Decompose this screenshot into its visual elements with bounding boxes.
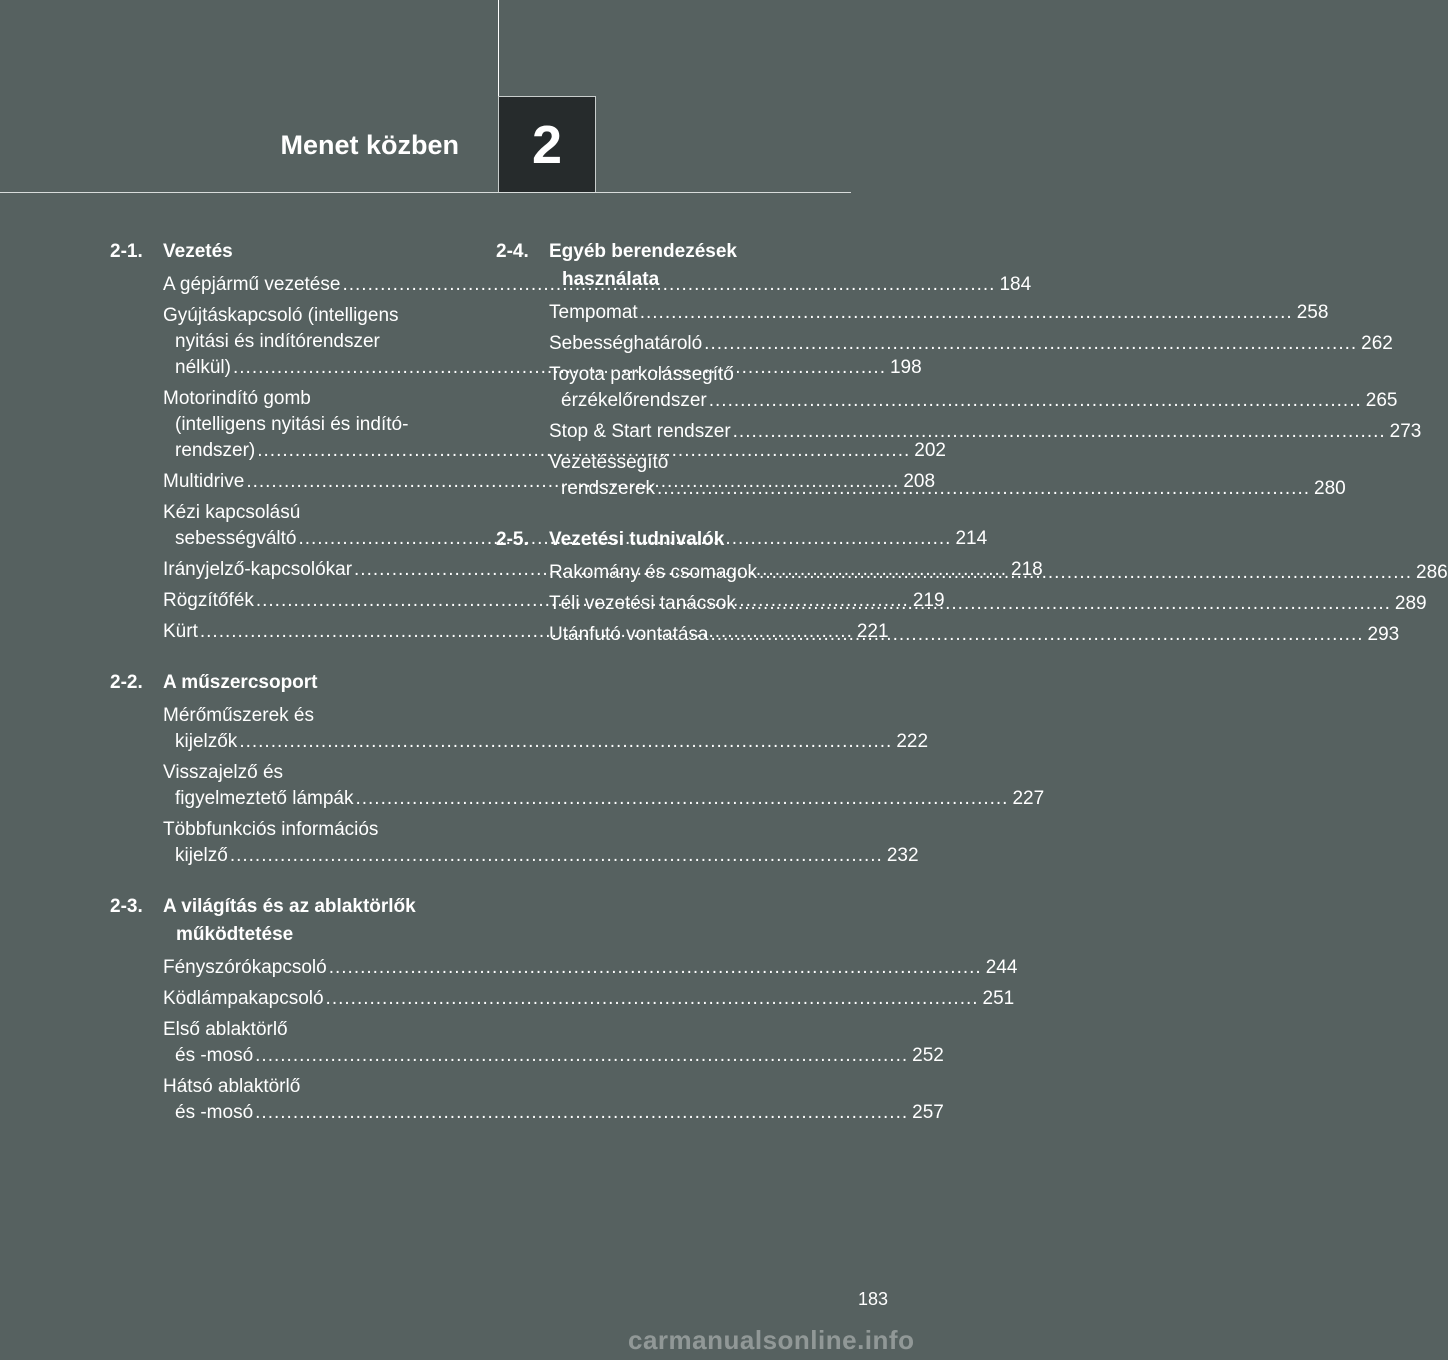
entry-title-line: Első ablaktörlő bbox=[163, 1019, 288, 1040]
entry-title-line: Hátsó ablaktörlő bbox=[163, 1076, 301, 1097]
entry-title-line: Toyota parkolássegítő bbox=[549, 364, 734, 385]
entry-page-number: 280 bbox=[1314, 478, 1346, 499]
toc-entry[interactable] bbox=[163, 986, 1015, 1012]
dot-leader bbox=[709, 390, 1362, 411]
entry-title-line: Vezetéssegítő bbox=[549, 452, 669, 473]
section-title bbox=[549, 526, 847, 554]
dot-leader bbox=[329, 955, 982, 981]
toc-entry[interactable] bbox=[549, 419, 1422, 445]
entry-title-line: Tempomat bbox=[549, 302, 638, 323]
entry-title-line: érzékelőrendszer bbox=[561, 390, 707, 411]
entry-page-number: 257 bbox=[912, 1102, 944, 1123]
entry-title-line: figyelmeztető lámpák bbox=[175, 788, 354, 809]
entry-page-number: 202 bbox=[914, 440, 946, 461]
entry-title-line: Irányjelző-kapcsolókar bbox=[163, 559, 353, 580]
chapter-number: 2 bbox=[531, 114, 563, 175]
section-heading bbox=[496, 526, 847, 554]
dot-leader bbox=[759, 560, 1412, 586]
toc-entry[interactable] bbox=[549, 331, 1393, 357]
entry-title-line: Sebességhatároló bbox=[549, 333, 703, 354]
entry-title-row bbox=[163, 786, 1045, 812]
entry-title-line: Fényszórókapcsoló bbox=[163, 957, 327, 978]
section-title-line: Vezetés bbox=[163, 241, 233, 262]
entry-title-row bbox=[163, 955, 1018, 981]
entry-page-number: 198 bbox=[889, 357, 922, 378]
section-number: 2-5. bbox=[496, 529, 529, 550]
entry-title-row bbox=[163, 1100, 944, 1126]
entry-page-number: 289 bbox=[1394, 593, 1427, 614]
header-divider-vertical bbox=[498, 0, 499, 97]
entry-title-line: kijelzők bbox=[175, 731, 238, 752]
toc-section bbox=[110, 669, 1045, 869]
toc-entry[interactable] bbox=[163, 955, 1018, 981]
entry-title-line: nélkül) bbox=[175, 357, 231, 378]
dot-leader bbox=[255, 1045, 908, 1066]
dot-leader bbox=[738, 591, 1391, 617]
toc-entry[interactable] bbox=[163, 817, 919, 869]
entry-title-line: és -mosó bbox=[175, 1045, 254, 1066]
entry-title-line: Kézi kapcsolású bbox=[163, 502, 301, 523]
entry-page-number: 222 bbox=[896, 731, 929, 752]
entry-title-line: Téli vezetési tanácsok bbox=[549, 593, 736, 614]
section-heading bbox=[496, 238, 847, 294]
entry-page-number: 258 bbox=[1296, 302, 1329, 323]
section-title bbox=[163, 893, 461, 949]
section-title bbox=[549, 238, 847, 294]
section-number: 2-2. bbox=[110, 672, 143, 693]
section-heading bbox=[110, 669, 461, 697]
section-title-line: működtetése bbox=[176, 924, 294, 945]
entry-page-number: 214 bbox=[955, 528, 988, 549]
entry-page-number: 184 bbox=[999, 274, 1032, 295]
entry-title-line: Visszajelző és bbox=[163, 762, 284, 783]
section-title-line: használata bbox=[562, 269, 660, 290]
entry-title-line: Rakomány és csomagok bbox=[549, 562, 758, 583]
entry-page-number: 208 bbox=[903, 471, 936, 492]
entry-title-line: nyitási és indítórendszer bbox=[175, 331, 380, 352]
entry-title-line: Ködlámpakapcsoló bbox=[163, 988, 324, 1009]
entry-title-line: rendszerek bbox=[561, 478, 655, 499]
dot-leader bbox=[733, 419, 1386, 445]
entry-page-number: 262 bbox=[1361, 333, 1393, 354]
entry-page-number: 218 bbox=[1011, 559, 1043, 580]
toc-entry[interactable] bbox=[549, 300, 1329, 326]
section-title bbox=[163, 669, 461, 697]
entry-title-row bbox=[549, 300, 1329, 326]
entry-page-number: 227 bbox=[1012, 788, 1045, 809]
chapter-number-box bbox=[498, 96, 596, 193]
entry-page-number: 221 bbox=[856, 621, 889, 642]
dot-leader bbox=[230, 845, 883, 866]
toc-entry[interactable] bbox=[163, 1017, 944, 1069]
entry-page-number: 244 bbox=[985, 957, 1018, 978]
entry-title-row bbox=[163, 1043, 944, 1069]
header-divider-horizontal bbox=[0, 192, 851, 193]
entry-title-line: Gyújtáskapcsoló (intelligens bbox=[163, 305, 399, 326]
entry-title-line: rendszer) bbox=[175, 440, 256, 461]
dot-leader bbox=[711, 622, 1364, 648]
entry-title-line: Multidrive bbox=[163, 471, 245, 492]
entry-title-row bbox=[163, 729, 929, 755]
entry-title-row bbox=[163, 843, 919, 869]
section-title bbox=[163, 238, 461, 266]
entry-title-line: Stop & Start rendszer bbox=[549, 421, 731, 442]
entry-page-number: 232 bbox=[886, 845, 919, 866]
entry-title-line: Kürt bbox=[163, 621, 198, 642]
section-title-line: Vezetési tudnivalók bbox=[549, 529, 725, 550]
entry-title-line: sebességváltó bbox=[175, 528, 297, 549]
entry-page-number: 273 bbox=[1389, 421, 1422, 442]
section-number: 2-4. bbox=[496, 241, 529, 262]
dot-leader bbox=[239, 731, 892, 752]
section-title-line: A műszercsoport bbox=[163, 672, 318, 693]
entry-page-number: 293 bbox=[1367, 624, 1400, 645]
section-heading bbox=[110, 238, 461, 266]
section-number: 2-1. bbox=[110, 241, 143, 262]
entry-title-line: Mérőműszerek és bbox=[163, 705, 314, 726]
section-number: 2-3. bbox=[110, 896, 143, 917]
entry-page-number: 265 bbox=[1365, 390, 1398, 411]
entry-title-line: A gépjármű vezetése bbox=[163, 274, 341, 295]
dot-leader bbox=[355, 788, 1008, 809]
watermark-logo: carmanualsonline.info bbox=[628, 1325, 915, 1355]
entry-title-line: Többfunkciós információs bbox=[163, 819, 379, 840]
section-title-line: A világítás és az ablaktörlők bbox=[163, 896, 416, 917]
entry-title-row bbox=[549, 419, 1422, 445]
entry-title-line: Rögzítőfék bbox=[163, 590, 254, 611]
dot-leader bbox=[255, 1102, 908, 1123]
entry-title-row bbox=[549, 331, 1393, 357]
page-number: 183 bbox=[858, 1289, 889, 1309]
section-title-line: Egyéb berendezések bbox=[549, 241, 737, 262]
entry-title-line: (intelligens nyitási és indító- bbox=[175, 414, 409, 435]
toc-entry[interactable] bbox=[163, 760, 1045, 812]
entry-page-number: 252 bbox=[912, 1045, 944, 1066]
entry-title-line: és -mosó bbox=[175, 1102, 254, 1123]
entry-title-row bbox=[549, 388, 1398, 414]
entry-page-number: 251 bbox=[982, 988, 1015, 1009]
dot-leader bbox=[704, 331, 1357, 357]
entry-title-row bbox=[163, 986, 1015, 1012]
dot-leader bbox=[640, 300, 1293, 326]
toc-entry[interactable] bbox=[163, 703, 929, 755]
entry-title-line: kijelző bbox=[175, 845, 228, 866]
dot-leader bbox=[657, 478, 1310, 499]
entry-title-line: Motorindító gomb bbox=[163, 388, 311, 409]
entry-page-number: 286 bbox=[1416, 562, 1448, 583]
toc-section bbox=[110, 893, 1018, 1126]
entry-title-line: Utánfutó vontatása bbox=[549, 624, 709, 645]
section-heading bbox=[110, 893, 461, 949]
dot-leader bbox=[326, 986, 979, 1012]
toc-entry[interactable] bbox=[163, 1074, 944, 1126]
entry-page-number: 219 bbox=[912, 590, 945, 611]
chapter-title: Menet közben bbox=[280, 130, 459, 160]
